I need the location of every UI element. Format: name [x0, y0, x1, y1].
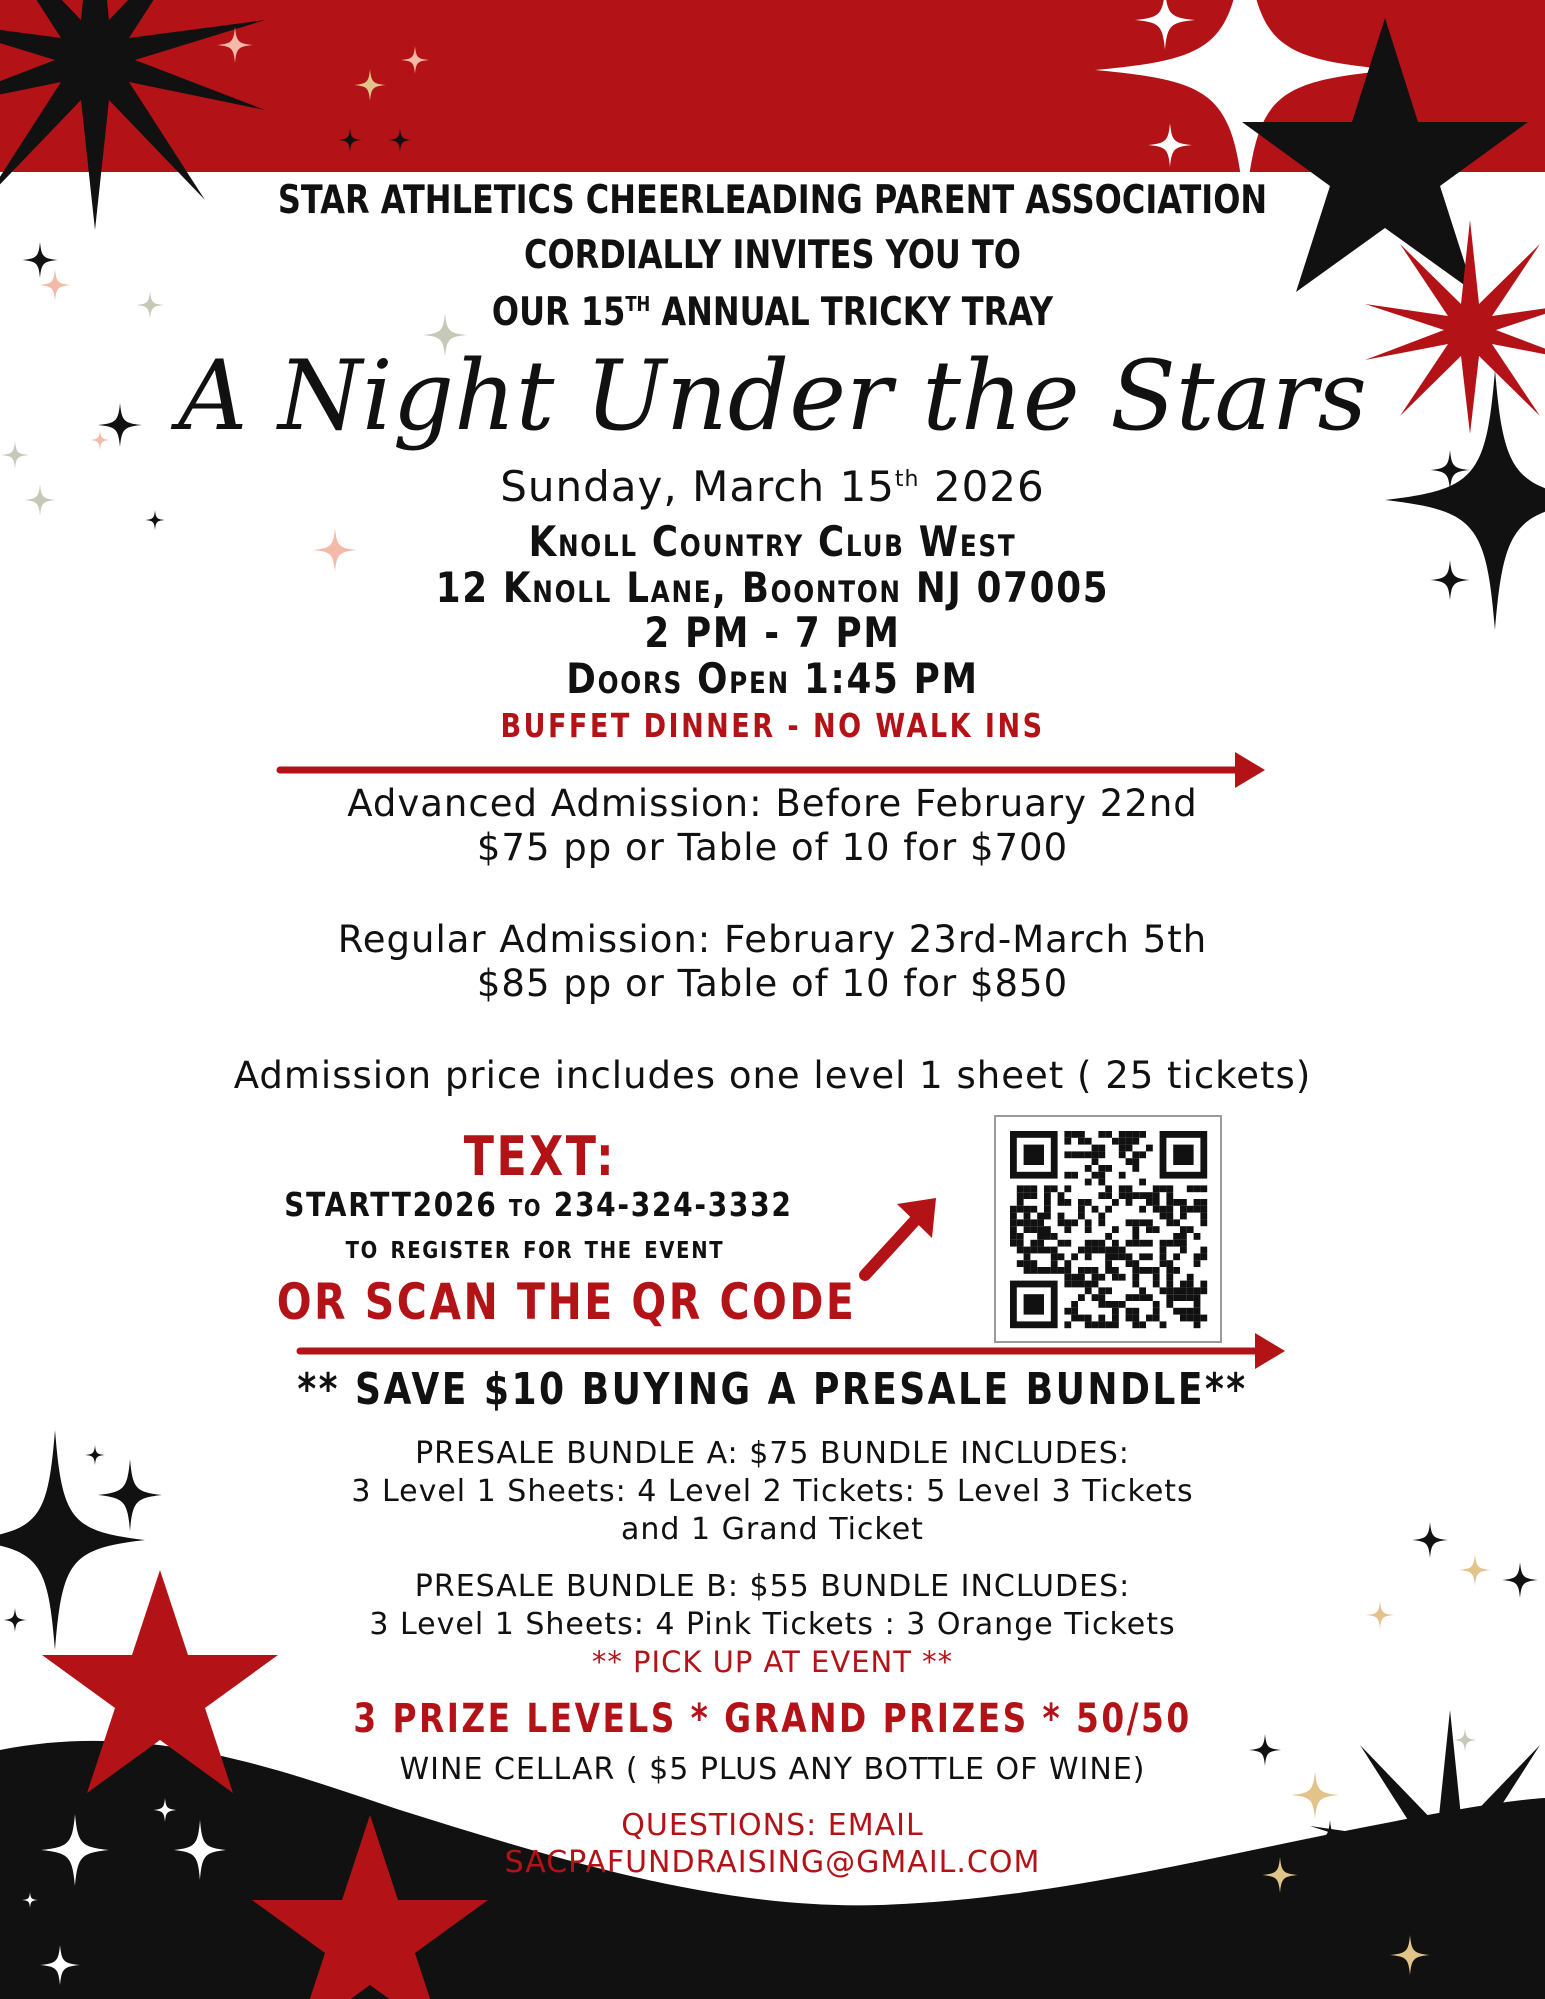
contact-label: QUESTIONS: EMAIL — [621, 1808, 924, 1843]
qr-finder-pattern — [1010, 1131, 1058, 1179]
qr-code-icon[interactable] — [994, 1115, 1222, 1343]
advanced-admission-price: $75 pp or Table of 10 for $700 — [476, 826, 1069, 869]
event-date-sup: th — [894, 467, 920, 492]
event-date-pre: Sunday, March 15 — [500, 462, 895, 511]
register-line-3: OR SCAN THE QR CODE — [276, 1273, 857, 1331]
event-date-post: 2026 — [919, 462, 1045, 511]
register-heading: TEXT: — [463, 1125, 617, 1188]
prize-levels: 3 PRIZE LEVELS * GRAND PRIZES * 50/50 — [353, 1696, 1192, 1742]
bundle-b-title: PRESALE BUNDLE B: $55 BUNDLE INCLUDES: — [414, 1569, 1131, 1604]
event-time: 2 PM - 7 PM — [644, 608, 901, 657]
header-line-3 — [139, 290, 1406, 335]
sparkle-icon — [1430, 560, 1470, 600]
event-title: A Night Under the Stars — [178, 340, 1367, 452]
contact-email[interactable]: SACPAFUNDRAISING@GMAIL.COM — [504, 1845, 1041, 1880]
bundle-b-line-1: 3 Level 1 Sheets: 4 Pink Tickets : 3 Orange Tickets — [369, 1607, 1176, 1642]
header-line-1: STAR ATHLETICS CHEERLEADING PARENT ASSOCIATION — [277, 178, 1268, 223]
regular-admission-title: Regular Admission: February 23rd-March 5th — [337, 918, 1208, 961]
sparkle-icon — [1453, 1728, 1477, 1752]
bundle-a-line-2: and 1 Grand Ticket — [621, 1512, 924, 1547]
register-line-1: STARTT2026 to 234-324-3332 — [284, 1185, 793, 1224]
header-line-2: CORDIALLY INVITES YOU TO — [524, 233, 1021, 278]
admission-includes: Admission price includes one level 1 sheet ( 25 tickets) — [233, 1054, 1312, 1097]
wine-cellar: WINE CELLAR ( $5 PLUS ANY BOTTLE OF WINE) — [399, 1752, 1146, 1787]
pickup-note: ** PICK UP AT EVENT ** — [591, 1645, 954, 1679]
event-note: BUFFET DINNER - NO WALK INS — [500, 706, 1045, 745]
qr-finder-pattern — [1010, 1281, 1058, 1329]
sparkle-icon — [39, 269, 71, 301]
sparkle-icon — [22, 242, 58, 278]
bundle-a-title: PRESALE BUNDLE A: $75 BUNDLE INCLUDES: — [415, 1436, 1130, 1471]
header-line-3-post: ANNUAL TRICKY TRAY — [650, 290, 1054, 335]
regular-admission-price: $85 pp or Table of 10 for $850 — [476, 962, 1069, 1005]
qr-finder-pattern — [1160, 1131, 1208, 1179]
register-line-2: to register for the event — [345, 1227, 725, 1266]
event-date — [0, 462, 1545, 511]
arrow-up-right-icon — [865, 1198, 936, 1275]
bundle-a-line-1: 3 Level 1 Sheets: 4 Level 2 Tickets: 5 Level 3 Tickets — [351, 1474, 1194, 1509]
event-venue: Knoll Country Club West — [528, 517, 1017, 566]
event-address: 12 Knoll Lane, Boonton NJ 07005 — [435, 563, 1110, 612]
presale-heading: ** SAVE $10 BUYING A PRESALE BUNDLE** — [297, 1364, 1248, 1415]
header-line-3-sup: TH — [625, 292, 651, 316]
event-doors: Doors Open 1:45 PM — [566, 654, 979, 703]
header-line-3-pre: OUR 15 — [491, 290, 626, 335]
advanced-admission-title: Advanced Admission: Before February 22nd — [347, 782, 1198, 825]
qr-code-graphic — [996, 1117, 1220, 1341]
